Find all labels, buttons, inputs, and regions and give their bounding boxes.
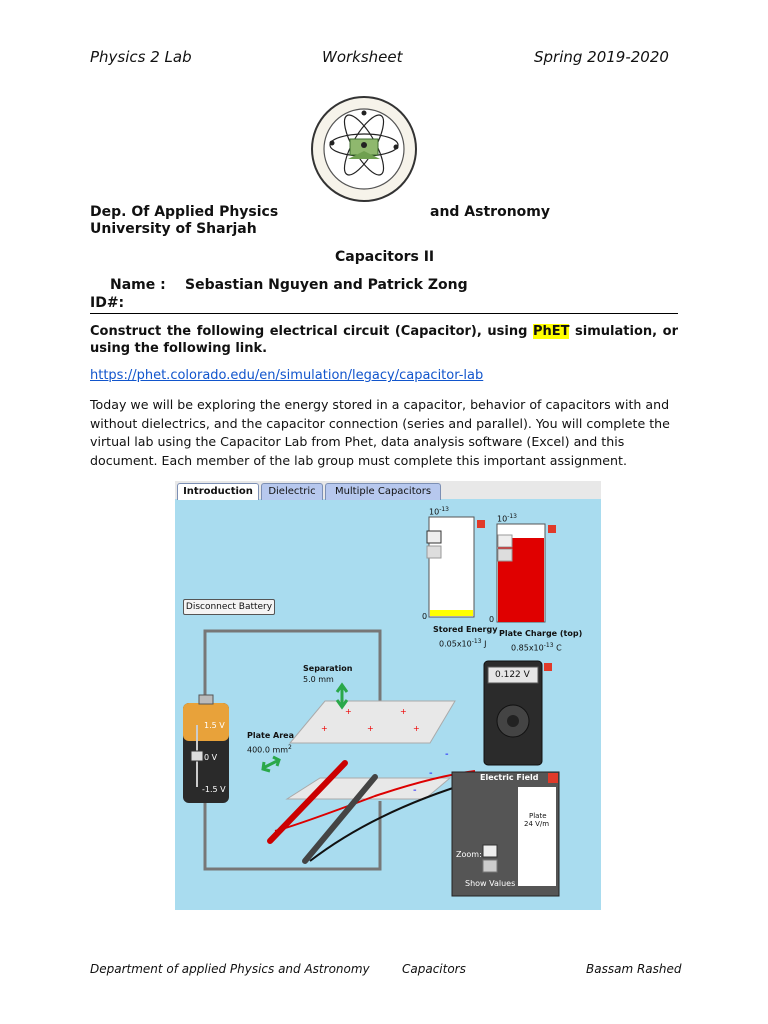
footer-right: Bassam Rashed [586, 962, 682, 976]
show-values-label[interactable]: Show Values [465, 879, 516, 888]
top-wire [205, 631, 380, 711]
separation-value: 5.0 mm [303, 675, 334, 684]
header-right: Spring 2019-2020 [534, 48, 669, 66]
energy-scale-label [429, 506, 449, 517]
energy-zero: 0 [422, 612, 428, 621]
intro-paragraph: Today we will be exploring the energy stored in a capacitor, behavior of capacitors with and without dielectrics, and the capacitor connection (series and parallel). You will complete the virtual lab using the Capacitor Lab from Phet, data analysis software (Excel) and this document. Each member of the lab group must complete this important assignment. [90, 397, 670, 468]
phet-link[interactable]: https://phet.colorado.edu/en/simulation/legacy/capacitor-lab [90, 368, 484, 383]
bottom-wire [205, 801, 380, 869]
charge-mark: + [367, 724, 374, 733]
department-line1-left: Dep. Of Applied Physics [90, 204, 279, 220]
zoom-in-icon [498, 535, 512, 547]
phet-simulation-screenshot [175, 481, 601, 910]
circuit-drawing [175, 481, 601, 910]
tab-multiple-capacitors[interactable]: Multiple Capacitors [325, 483, 441, 500]
instruction-after: simulation, or using the following link. [90, 324, 678, 356]
charge-mark: - [413, 785, 417, 796]
battery-slider-knob [191, 751, 203, 761]
department-line2: University of Sharjah [90, 221, 257, 237]
plate-charge-value: 0.85x10 [511, 643, 544, 653]
close-icon [544, 663, 552, 671]
charge-mark: + [413, 724, 420, 733]
close-icon [548, 773, 558, 783]
zoom-in-icon [427, 531, 441, 543]
footer-center: Capacitors [402, 962, 466, 976]
name-value: Sebastian Nguyen and Patrick Zong [185, 277, 468, 293]
instruction-text [90, 323, 678, 357]
separation-arrow-icon [337, 685, 347, 707]
instruction-highlight: PhET [532, 324, 570, 339]
battery-bottom-label: -1.5 V [202, 785, 226, 794]
charge-mark: + [345, 707, 352, 716]
stored-energy-unit: J [481, 639, 487, 649]
charge-mark: - [429, 768, 433, 779]
plate-area-readout [247, 744, 292, 755]
plate-area-exp: 2 [288, 744, 292, 751]
disconnect-battery-button[interactable]: Disconnect Battery [183, 599, 275, 615]
charge-mark: + [400, 707, 407, 716]
stored-energy-bar [430, 610, 473, 616]
name-label: Name : [110, 277, 166, 293]
charge-mark: + [321, 724, 328, 733]
separation-label: Separation [303, 664, 353, 673]
charge-scale-exp: -13 [507, 513, 517, 520]
energy-scale-exp: -13 [439, 506, 449, 513]
divider-rule [90, 313, 678, 314]
id-label: ID#: [90, 295, 125, 311]
top-plate [290, 701, 455, 743]
voltmeter-reading: 0.122 V [495, 670, 530, 680]
header-left: Physics 2 Lab [90, 48, 192, 66]
document-title: Capacitors II [335, 249, 435, 265]
stored-energy-exp: -13 [471, 638, 482, 645]
close-icon [477, 520, 485, 528]
footer-left: Department of applied Physics and Astronomy [90, 962, 370, 976]
charge-mark: - [445, 749, 449, 760]
plate-charge-label: Plate Charge (top) [499, 629, 583, 638]
stored-energy-value: 0.05x10 [439, 639, 472, 649]
close-icon [548, 525, 556, 533]
zoom-label: Zoom: [456, 850, 482, 859]
department-line1-right: and Astronomy [430, 204, 550, 220]
battery-terminal [199, 695, 213, 704]
zoom-out-icon [498, 549, 512, 561]
header-center: Worksheet [322, 48, 403, 66]
voltmeter-dial-center [507, 715, 519, 727]
zoom-out-icon [483, 860, 497, 872]
electric-field-view [518, 787, 556, 886]
battery-mid-label: 0 V [204, 753, 218, 762]
plate-area-arrow-icon [263, 757, 279, 771]
charge-zero: 0 [489, 615, 495, 624]
energy-scale: 10 [429, 507, 440, 517]
stored-energy-label: Stored Energy [433, 625, 498, 634]
tab-introduction[interactable]: Introduction [177, 483, 259, 500]
plate-charge-readout [511, 642, 562, 653]
stored-energy-readout [439, 638, 486, 649]
charge-scale: 10 [497, 514, 508, 524]
zoom-in-icon [483, 845, 497, 857]
tab-dielectric[interactable]: Dielectric [261, 483, 323, 500]
electric-field-title: Electric Field [480, 773, 539, 782]
instruction-before: Construct the following electrical circuit (Capacitor), using [90, 324, 533, 339]
charge-scale-label [497, 513, 517, 524]
plate-area-label: Plate Area [247, 731, 294, 740]
efield-plate-label: Plate [529, 812, 547, 820]
efield-value: 24 V/m [524, 820, 550, 828]
plate-area-value: 400.0 mm [247, 745, 289, 755]
plate-charge-exp: -13 [543, 642, 554, 649]
zoom-out-icon [427, 546, 441, 558]
plate-charge-unit: C [553, 643, 562, 653]
battery-top-label: 1.5 V [204, 721, 225, 730]
university-seal-logo [310, 95, 418, 203]
